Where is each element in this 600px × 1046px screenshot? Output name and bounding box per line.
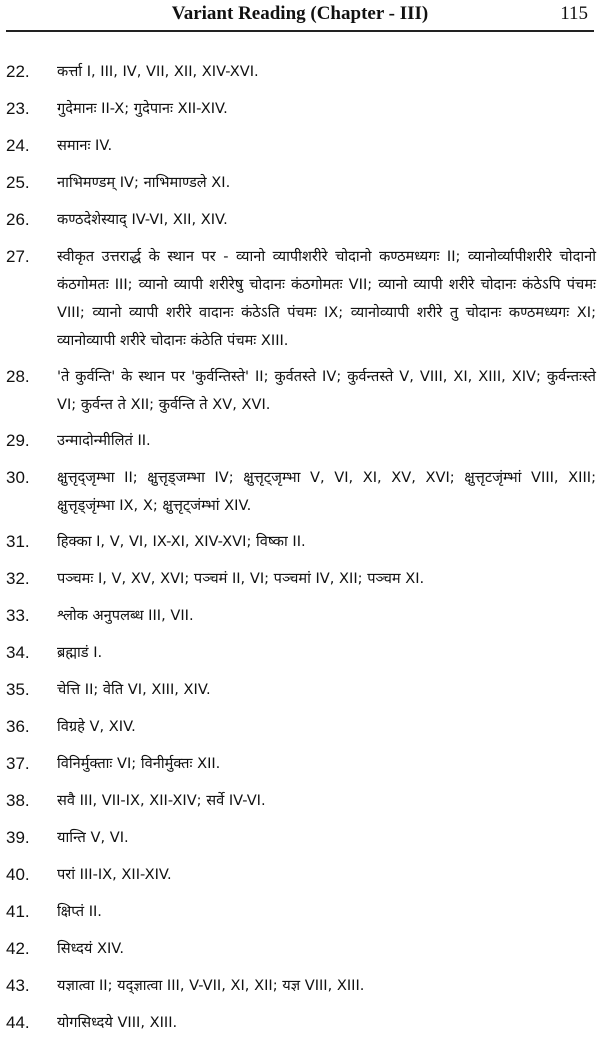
- header-rule: [6, 30, 594, 32]
- entry-text: परां III-IX, XII-XIV.: [57, 866, 172, 883]
- entry-number: 38.: [6, 791, 30, 810]
- entry-text: यज्ञात्वा II; यद्ज्ञात्वा III, V-VII, XI, XII; यज्ञ VIII, XIII.: [57, 977, 365, 994]
- entry-number: 32.: [6, 569, 30, 588]
- entry-24: [0, 132, 600, 160]
- entry-number: 26.: [6, 210, 30, 229]
- entry-43: [0, 972, 600, 1000]
- entry-text: क्षिप्तं II.: [57, 903, 102, 920]
- entry-number: 29.: [6, 431, 30, 450]
- entry-text: योगसिध्दये VIII, XIII.: [57, 1014, 178, 1031]
- entry-number: 27.: [6, 247, 30, 266]
- entry-27: [0, 243, 600, 355]
- entry-text: विनिर्मुक्ताः VI; विनीर्मुक्तः XII.: [57, 755, 221, 772]
- page-number: 115: [560, 3, 588, 24]
- entry-number: 37.: [6, 754, 30, 773]
- entry-30: [0, 464, 600, 520]
- entry-number: 43.: [6, 976, 30, 995]
- entry-26: [0, 206, 600, 234]
- entry-number: 39.: [6, 828, 30, 847]
- entry-text: कण्ठदेशेस्याद् IV-VI, XII, XIV.: [57, 211, 228, 228]
- entry-text: 'ते कुर्वन्ति' के स्थान पर 'कुर्वन्तिस्ते' II; कुर्वतस्ते IV; कुर्वन्तस्ते V, VIII, XI, XIII, XIV; कुर्वन्तःस्ते VI; कुर्वन्त ते XII; कुर्वन्ति ते XV, XVI.: [57, 368, 596, 413]
- entry-text: सिध्दयं XIV.: [57, 940, 125, 957]
- entry-number: 34.: [6, 643, 30, 662]
- entry-text: चेत्ति II; वेति VI, XIII, XIV.: [57, 681, 211, 698]
- entry-31: [0, 528, 600, 556]
- entry-number: 23.: [6, 99, 30, 118]
- variant-reading-list: [0, 58, 600, 1046]
- entry-number: 25.: [6, 173, 30, 192]
- entry-number: 40.: [6, 865, 30, 884]
- entry-number: 30.: [6, 468, 30, 487]
- entry-text: समानः IV.: [57, 137, 113, 154]
- entry-text: श्लोक अनुपलब्ध III, VII.: [57, 607, 194, 624]
- entry-36: [0, 713, 600, 741]
- entry-text: यान्ति V, VI.: [57, 829, 129, 846]
- entry-text: उन्मादोन्मीलितं II.: [57, 432, 151, 449]
- entry-40: [0, 861, 600, 889]
- entry-number: 31.: [6, 532, 30, 551]
- entry-text: गुदेमानः II-X; गुदेपानः XII-XIV.: [57, 100, 228, 117]
- entry-39: [0, 824, 600, 852]
- entry-text: स्वीकृत उत्तरार्द्ध के स्थान पर - व्यानो व्यापीशरीरे चोदानो कण्ठमध्यगः II; व्यानोर्व्यापीशरीरे चोदानो कंठगोमतः III; व्यानो व्यापी शरीरेषु चोदानः कंठगोमतः VII; व्यानो व्यापी शरीरे चोदानः कंठेऽपि पंचमः VIII; व्यानो व्यापी शरीरे वादानः कंठेऽति पंचमः IX; व्यानोव्यापी शरीरे तु चोदानः कण्ठमध्यगः XI; व्यानोव्यापी शरीरे चोदानः कंठेति पंचमः XIII.: [57, 248, 596, 349]
- entry-text: पञ्चमः I, V, XV, XVI; पञ्चमं II, VI; पञ्चमां IV, XII; पञ्चम XI.: [57, 570, 425, 587]
- running-header: [0, 0, 600, 34]
- entry-32: [0, 565, 600, 593]
- entry-34: [0, 639, 600, 667]
- entry-number: 22.: [6, 62, 30, 81]
- entry-35: [0, 676, 600, 704]
- entry-33: [0, 602, 600, 630]
- entry-25: [0, 169, 600, 197]
- entry-number: 24.: [6, 136, 30, 155]
- entry-number: 41.: [6, 902, 30, 921]
- entry-number: 35.: [6, 680, 30, 699]
- entry-number: 36.: [6, 717, 30, 736]
- entry-29: [0, 427, 600, 455]
- entry-28: [0, 363, 600, 419]
- entry-number: 42.: [6, 939, 30, 958]
- running-title: Variant Reading (Chapter - III): [171, 3, 429, 24]
- entry-number: 33.: [6, 606, 30, 625]
- entry-number: 44.: [6, 1013, 30, 1032]
- entry-38: [0, 787, 600, 815]
- entry-22: [0, 58, 600, 86]
- entry-42: [0, 935, 600, 963]
- entry-text: हिक्का I, V, VI, IX-XI, XIV-XVI; विष्का II.: [57, 533, 306, 550]
- entry-text: विग्रहे V, XIV.: [57, 718, 136, 735]
- entry-41: [0, 898, 600, 926]
- entry-number: 28.: [6, 367, 30, 386]
- entry-text: नाभिमण्डम् IV; नाभिमाण्डले XI.: [57, 174, 231, 191]
- entry-text: सवै III, VII-IX, XII-XIV; सर्वे IV-VI.: [57, 792, 266, 809]
- entry-37: [0, 750, 600, 778]
- entry-text: क्षुत्तृद्जृम्भा II; क्षुत्तृड्जम्भा IV; क्षुत्तृट्जृम्भा V, VI, XI, XV, XVI; क्षुत्तृटजृंम्भां VIII, XIII; क्षुत्तृड्जृंम्भा IX, X; क्षुत्तृट्जंम्भां XIV.: [57, 469, 596, 514]
- entry-text: कर्त्ता I, III, IV, VII, XII, XIV-XVI.: [57, 63, 259, 80]
- entry-44: [0, 1009, 600, 1037]
- entry-23: [0, 95, 600, 123]
- entry-text: ब्रह्माडं I.: [57, 644, 103, 661]
